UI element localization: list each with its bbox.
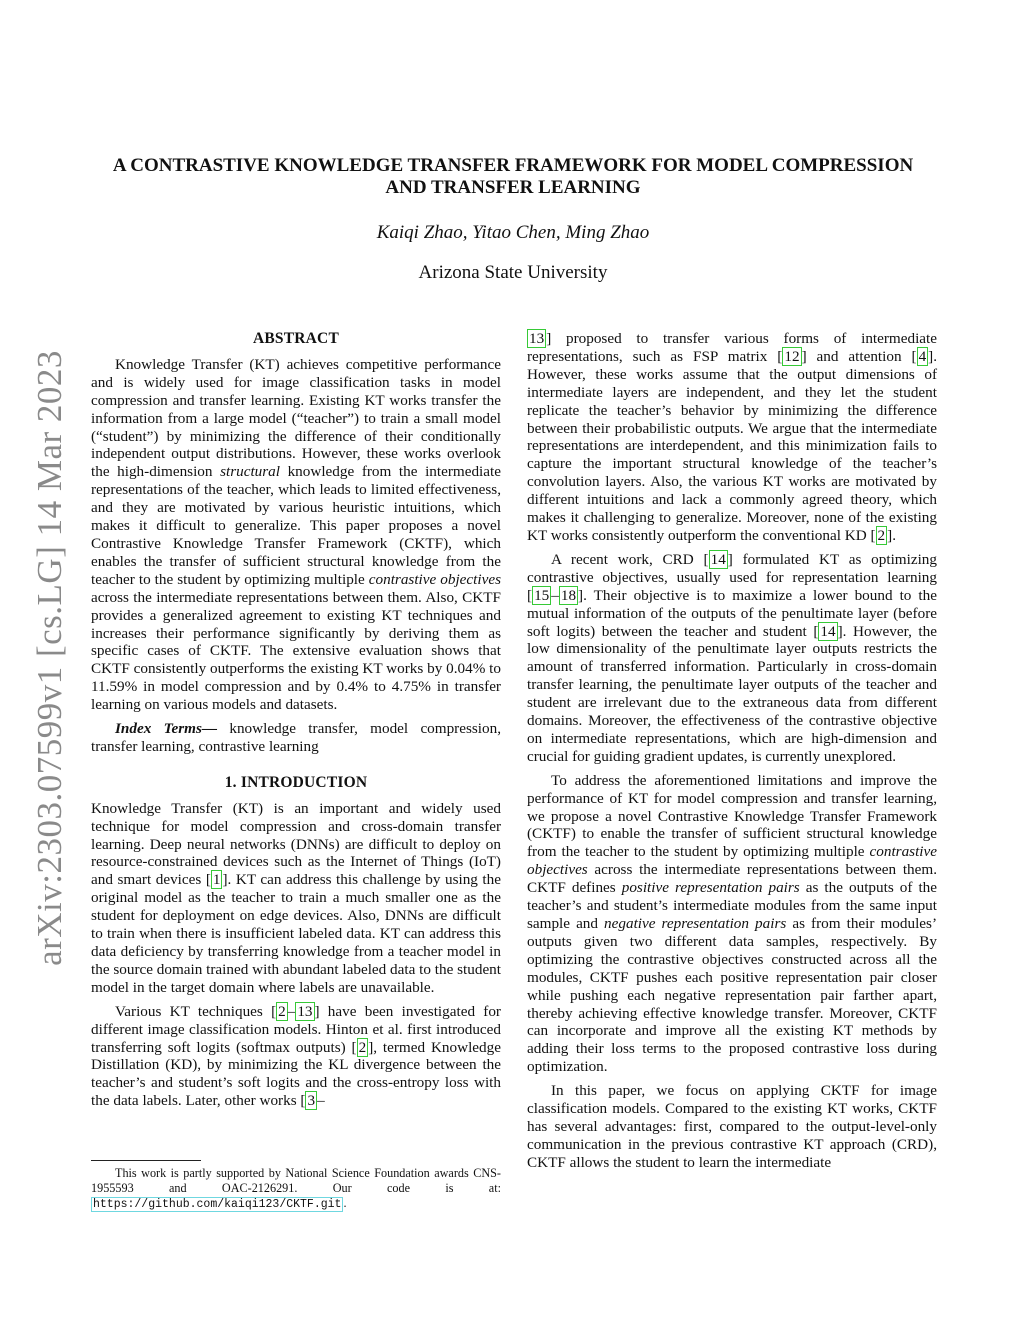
abstract-heading: ABSTRACT xyxy=(252,330,339,347)
footnote-end: . xyxy=(343,1196,347,1210)
affiliation: Arizona State University xyxy=(418,262,608,283)
citation-link[interactable]: 18 xyxy=(560,586,577,604)
abstract-text-3: across the intermediate representations between them. Also, CKTF provides a generalized agreement to existing KT techniques and increases their performance significantly by deriving them as specific cases of CKTF. The extensive evaluation shows that CKTF consistently outperforms the existing KT works by 0.04% to 11.59% in model compression and by 0.4% to 4.75% in transfer learning on various models and datasets. xyxy=(91,588,501,714)
right-paragraph-1 xyxy=(527,330,937,545)
citation-link[interactable]: 2 xyxy=(877,526,886,544)
intro-p2-text-1: Various KT techniques [ xyxy=(115,1002,277,1020)
index-terms-text: knowledge transfer, model compression, transfer learning, contrastive learning xyxy=(91,720,502,755)
index-terms-label: Index Terms— xyxy=(115,720,218,738)
right-p3-text-2: across the intermediate representations between them. CKTF defines xyxy=(527,861,937,897)
citation-link[interactable]: 14 xyxy=(820,622,836,640)
right-p1-text-1: ] proposed to transfer various forms of intermediate representations, such as FSP matrix [ xyxy=(527,330,937,365)
right-p3-text-4: as from their modules’ outputs given two different data samples, respectively. By optimizing the contrastive objectives constructed across all the modules, CKTF pushes each positive representation pair closer while pushing each negative representation pair farther apart, thereby achieving effective knowledge transfer. Moreover, CKTF can incorporate and improve all the existing KT methods by adding their loss terms to the proposed contrastive loss during optimization. xyxy=(527,915,938,1076)
right-p2-text-1: A recent work, CRD [ xyxy=(551,550,709,568)
right-column xyxy=(527,330,937,1178)
intro-p2-text-2: – xyxy=(287,1002,296,1020)
abstract-text-2: knowledge from the intermediate representations of the teacher, which leads to limited effectiveness, and they are motivated by various heuristic intuitions, which makes it difficult to generalize. This paper proposes a novel Contrastive Knowledge Transfer Framework (CKTF), which enables the transfer of sufficient structural knowledge from the teacher to the student by optimizing multiple xyxy=(91,463,501,588)
right-paragraph-3 xyxy=(527,772,937,1076)
right-paragraph-2 xyxy=(527,551,937,766)
intro-heading: 1. INTRODUCTION xyxy=(224,773,368,791)
abstract-emph-2: contrastive objectives xyxy=(368,570,501,588)
paper-title xyxy=(88,155,938,199)
footnote-divider xyxy=(91,1160,201,1161)
arxiv-identifier[interactable]: arXiv:2303.07599v1 [cs.LG] 14 Mar 2023 xyxy=(30,350,69,966)
abstract-paragraph xyxy=(91,356,501,714)
right-p1-text-2: ] and attention [ xyxy=(801,347,917,365)
citation-link[interactable]: 12 xyxy=(784,347,800,365)
right-p2-text-3: – xyxy=(551,586,559,604)
footnote xyxy=(91,1166,501,1212)
index-terms xyxy=(91,720,501,756)
right-p2-text-2: ] formulated KT as optimizing contrastive objectives, usually used for representation learning [ xyxy=(527,550,937,604)
citation-link[interactable]: 14 xyxy=(710,550,726,568)
abstract-text-1: Knowledge Transfer (KT) achieves competitive performance and is widely used for image classification tasks in model compression and transfer learning. Existing KT works transfer the information from a large model (“teacher”) to train a small model (“student”) by minimizing the difference of their conditionally independent output distributions. However, these works overlook the high-dimension xyxy=(91,355,501,481)
code-repo-link[interactable]: https://github.com/kaiqi123/CKTF.git xyxy=(93,1198,342,1211)
citation-link[interactable]: 15 xyxy=(534,586,550,604)
title-line-2: AND TRANSFER LEARNING xyxy=(385,177,641,198)
right-p3-emph-2: positive representation pairs xyxy=(621,879,800,897)
citation-link[interactable]: 3 xyxy=(307,1092,316,1110)
left-column xyxy=(91,330,501,1116)
intro-p2-text-5: – xyxy=(317,1092,325,1110)
right-p3-text-1: To address the aforementioned limitations and improve the performance of KT for model compression and transfer learning, we propose a novel Contrastive Knowledge Transfer Framework (CKTF) to enable the transfer of sufficient structural knowledge from the teacher to the student by optimizing multiple xyxy=(527,771,937,861)
arxiv-side-stamp xyxy=(30,348,70,968)
right-paragraph-4: In this paper, we focus on applying CKTF for image classification models. Compared to the existing KT works, CKTF has several advantages: first, compared to the output-level-only communication in the previous contrastive KT approach (CRD), CKTF allows the student to learn the intermediate xyxy=(527,1082,937,1171)
abstract-emph-1: structural xyxy=(220,463,280,481)
intro-p1-text-1: Knowledge Transfer (KT) is an important and widely used technique for model compression and cross-domain transfer learning. Deep neural networks (DNNs) are difficult to deploy on resource-constrained devices such as the Internet of Things (IoT) and smart devices [ xyxy=(91,799,501,889)
intro-paragraph-2 xyxy=(91,1003,501,1110)
intro-p1-text-2: ]. KT can address this challenge by using the original model as the teacher to train a much smaller one as the student for deployment on edge devices. Also, DNNs are difficult to train when there is insufficient labeled data. KT can address this data deficiency by transferring knowledge from a teacher model in the source domain trained with abundant labeled data to the student model in the target domain where labels are unavailable. xyxy=(91,871,501,996)
intro-p2-text-4: ], termed Knowledge Distillation (KD), by minimizing the KL divergence between the teacher’s and student’s soft logits and the cross-entropy loss with the data labels. Later, other works [ xyxy=(91,1038,501,1110)
intro-p2-text-3: ] have been investigated for different image classification models. Hinton et al. first introduced transferring soft logits (softmax outputs) [ xyxy=(91,1002,501,1056)
citation-link[interactable]: 13 xyxy=(529,330,545,347)
right-p2-text-4: ]. Their objective is to maximize a lower bound to the mutual information of the outputs of the penultimate layer (before soft logits) between the teacher and student [ xyxy=(527,586,937,640)
authors: Kaiqi Zhao, Yitao Chen, Ming Zhao xyxy=(376,222,650,243)
intro-paragraph-1 xyxy=(91,800,501,997)
right-p1-text-4: ]. xyxy=(887,526,896,544)
right-p3-emph-3: negative representation pairs xyxy=(604,915,787,932)
right-p2-text-5: ]. However, the low dimensionality of the penultimate layer outputs restricts the amount of transferred information. Particularly in cross-domain transfer learning, the penultimate layer outputs of the teacher and student are irrelevant due to the extraneous data from different domains. Moreover, the effectiveness of the contrastive objective on intermediate representations, which are high-dimension and crucial for guiding gradient updates, is currently unexplored. xyxy=(527,622,937,765)
right-p1-text-3: ]. However, these works assume that the output dimensions of intermediate layers are independent, and they let the student replicate the teacher’s behavior by minimizing the difference between their probabilistic outputs. We argue that the intermediate representations are interdependent, and this minimization fails to capture the important structural knowledge of the teacher’s convolution layers. Also, the various KT works are motivated by different intuitions and lack a commonly agreed theory, which makes it challenging to generalize. Moreover, none of the existing KT works consistently outperform the conventional KD [ xyxy=(527,347,938,544)
right-p3-text-3: as the outputs of the teacher’s and student’s intermediate modules from the same input sample and xyxy=(527,879,937,932)
citation-link[interactable]: 13 xyxy=(297,1002,313,1020)
citation-link[interactable]: 2 xyxy=(278,1002,286,1020)
title-line-1: A CONTRASTIVE KNOWLEDGE TRANSFER FRAMEWORK FOR MODEL COMPRESSION xyxy=(112,155,914,176)
citation-link[interactable]: 4 xyxy=(918,347,927,365)
footnote-text: This work is partly supported by National Science Foundation awards CNS-1955593 and OAC-2126291. Our code is at: xyxy=(91,1166,501,1195)
citation-link[interactable]: 1 xyxy=(212,871,221,889)
citation-link[interactable]: 2 xyxy=(358,1038,367,1056)
right-p3-emph-1: contrastive objectives xyxy=(527,843,937,879)
